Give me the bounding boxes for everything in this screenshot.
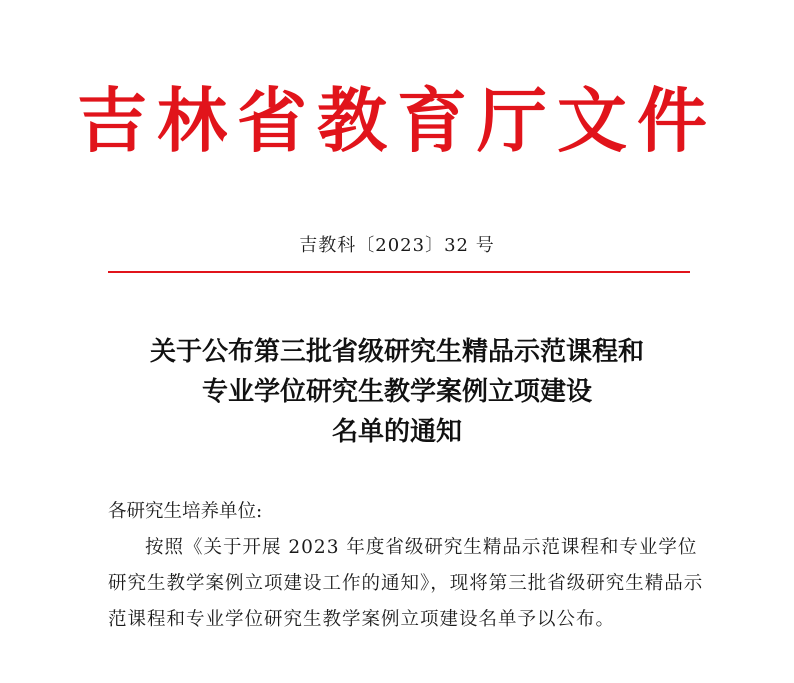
document-header-title: 吉林省教育厅文件	[77, 79, 717, 162]
notice-title-line-2: 专业学位研究生教学案例立项建设	[201, 377, 592, 407]
notice-title-line-1: 关于公布第三批省级研究生精品示范课程和	[149, 337, 644, 367]
salutation: 各研究生培养单位:	[108, 501, 263, 522]
document-body	[108, 494, 708, 638]
body-paragraph: 按照《关于开展 2023 年度省级研究生精品示范课程和专业学位研究生教学案例立项建设工作的通知》，现将第三批省级研究生精品示范课程和专业学位研究生教学案例立项建设名单予以公布。	[108, 537, 704, 630]
notice-title	[0, 332, 794, 452]
header-divider	[108, 271, 690, 273]
notice-title-line-3: 名单的通知	[331, 417, 462, 447]
document-number: 吉教科〔2023〕32 号	[299, 235, 495, 256]
